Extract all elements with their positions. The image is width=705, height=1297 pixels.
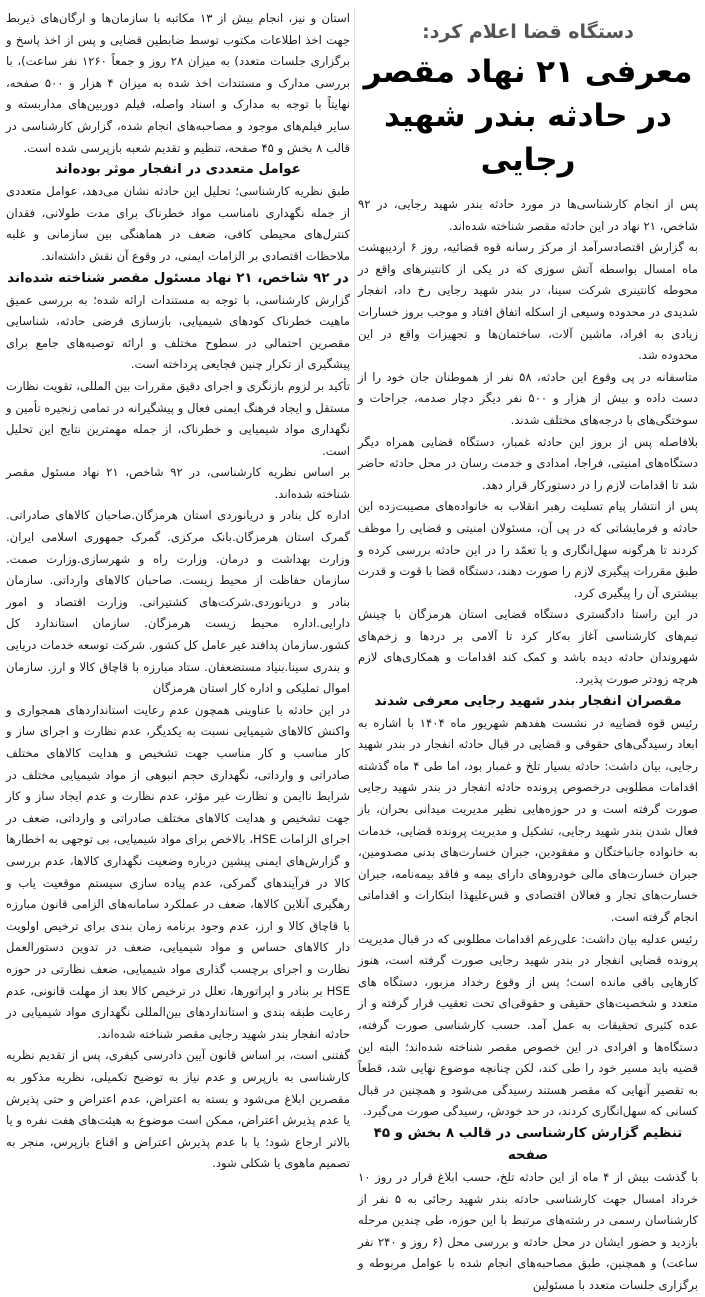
paragraph: گزارش کارشناسی، با توجه به مستندات ارائه شده؛ به بررسی عمیق ماهیت خطرناک کودهای شیمیایی، بازسازی فرضی حادثه، شناسایی مقصرین احتمالی در سطوح مختلف و ارائه توصیه‌های جامع برای پیشگیری از تکرار چنین فجایعی پرداخته است.	[6, 292, 350, 372]
paragraph: رئیس عدلیه بیان داشت: علی‌رغم اقدامات مطلوبی که در قبال مدیریت پرونده قضایی انفجار در بندر شهید رجایی صورت گرفته است، هنوز کارهایی باقی مانده است؛ پس از وقوع رخداد مزبور، دستگاه های متعدد و شخصیت‌های حقیقی و حقوقی‌ای تحت تعقیب قرار گرفته و از عده کثیری تحقیقات به عمل آمد. حسب کارشناسی صورت گرفته، دستگاه‌ها و افرادی در این خصوص مقصر شناخته شده‌اند؛ البته این قضیه باید مسیر خود را طی کند، لکن چنانچه موضوع نهایی شد، قطعاً به تقصیر آنهایی که مقصر هستند رسیدگی می‌شود و همچنین در قبال کسانی که سهل‌انگاری کردند، در حد خودش، رسیدگی صورت می‌گیرد.	[358, 931, 698, 1119]
right-column	[358, 0, 698, 1297]
section-heading: عوامل متعددی در انفجار موثر بوده‌اند	[55, 162, 301, 178]
paragraph: تأکید بر لزوم بازنگری و اجرای دقیق مقررات بین المللی، تقویت نظارت مستقل و ایجاد فرهنگ ایمنی فعال و پیشگیرانه در تمامی زنجیره تأمین و نگهداری مواد شیمیایی و خطرناک، از جمله مهمترین نتایج این تحلیل است.	[6, 378, 350, 458]
right-column-body	[358, 194, 698, 1297]
paragraph: اداره کل بنادر و دریانوردی استان هرمزگان.صاحبان کالاهای صادراتی. گمرک استان هرمزگان.بانک مرکزی. گمرک جمهوری اسلامی ایران. وزارت بهداشت و درمان. وزارت راه و شهرسازی.وزارت صمت. سازمان حفاظت از محیط زیست. صاحبان کالاهای وارداتی. سازمان بنادر و دریانوردی.شرکت‌های کشتیرانی. وزارت اقتصاد و امور دارایی.اداره محیط زیست هرمزگان. سازمان استاندارد کل کشور.سازمان پدافند غیر عامل کل کشور. شرکت توسعه خدمات دریایی و بندری سینا.بنیاد مستضعفان. ستاد مبارزه با قاچاق کالا و ارز. سازمان اموال تملیکی و اداره کار استان هرمزگان	[6, 508, 350, 696]
paragraph: پس از انجام کارشناسی‌ها در مورد حادثه بندر شهید رجایی، در ۹۲ شاخص، ۲۱ نهاد در این حادثه مقصر شناخته شده‌اند.	[358, 197, 698, 233]
paragraph: متاسفانه در پی وقوع این حادثه، ۵۸ نفر از هموطنان جان خود را از دست داده و بیش از هزار و ۵۰۰ نفر دیگر دچار صدمه، جراحات و سوختگی‌های با درجه‌های مختلف شدند.	[358, 369, 698, 427]
article-headline: معرفی ۲۱ نهاد مقصر در حادثه بندر شهید رجایی	[363, 54, 693, 178]
article-kicker: دستگاه قضا اعلام کرد:	[422, 21, 634, 43]
section-heading: در ۹۲ شاخص، ۲۱ نهاد مسئول مقصر شناخته شده‌اند	[7, 270, 349, 286]
section-heading: مقصران انفجار بندر شهید رجایی معرفی شدند	[374, 693, 682, 709]
paragraph: با گذشت بیش از ۴ ماه از این حادثه تلخ، حسب ابلاغ قرار در روز ۱۰ خرداد امسال جهت کارشناسی حادثه بندر شهید رجائی به ۵ نفر از کارشناسان رسمی در رشته‌های مرتبط با این حوزه، طی چندین مرحله بازدید و حضور ایشان در محل حادثه و بررسی محل (۶ روز و ۲۴۰ نفر ساعت) و همچنین، طبق مصاحبه‌های انجام شده با عوامل مربوطه و برگزاری جلسات متعدد با مسئولین	[358, 1169, 698, 1292]
section-heading: تنظیم گزارش کارشناسی در قالب ۸ بخش و ۴۵ صفحه	[373, 1125, 683, 1163]
column-divider	[354, 8, 355, 948]
paragraph: به گزارش اقتصادسرآمد از مرکز رسانه قوه قضائیه، روز ۶ اردیبهشت ماه امسال بواسطه آتش سوزی که در یکی از کانتینرهای واقع در محوطه کانتینری شرکت سینا، در بندر شهید رجایی رخ داد، انفجار شدیدی در محدوده وسیعی از اسکله اتفاق افتاد و موجب بروز خسارات زیادی به افراد، ماشین آلات، ساختمان‌ها و تجهیزات واقع در این محدوده شد.	[358, 240, 698, 363]
paragraph: گفتنی است، بر اساس قانون آیین دادرسی کیفری، پس از تقدیم نظریه کارشناسی به بازپرس و عدم نیاز به توضیح تکمیلی، نظریه مذکور به مقصرین ابلاغ می‌شود و بسته به اعتراض، عدم اعتراض و حتی پذیرش یا عدم پذیرش اعتراض، ممکن است موضوع به هیئت‌های هفت نفره و یا بالاتر ارجاع شود؛ یا با عدم پذیرش اعتراض و اقناع بازپرس، منجر به تصمیم ماهوی یا شکلی شود.	[6, 1048, 350, 1171]
left-column	[6, 8, 350, 1175]
paragraph: بر اساس نظریه کارشناسی، در ۹۲ شاخص، ۲۱ نهاد مسئول مقصر شناخته شده‌اند.	[6, 465, 351, 501]
paragraph: در این راستا دادگستری دستگاه قضایی استان هرمزگان با چینش تیم‌های کارشناسی آغاز به‌کار کرد تا آلامی بر دردها و زخم‌های شهروندان حادثه دیده باشد و کمک کند اقدامات و همکاری‌های لازم هرچه زودتر صورت پذیرد.	[358, 607, 698, 687]
paragraph: رئیس قوه قضاییه در نشست هفدهم شهریور ماه ۱۴۰۴ با اشاره به ابعاد رسیدگی‌های حقوقی و قضایی در قبال حادثه انفجار در بندر شهید رجایی، بیان داشت: حادثه بسیار تلخ و غمبار بود، اما طی ۴ ماه گذشته اقدامات مطلوبی درخصوص پرونده حادثه انفجار در بندر شهید رجایی صورت گرفته است و در حوزه‌هایی نظیر مدیریت میدانی بحران، باز فعال شدن بندر شهید رجایی، تشکیل و مدیریت پرونده قضایی، خدمات به خانواده جانباختگان و مفقودین، جبران خسارت‌های بدنی مصدومین، جبران خسارت‌های مالی خودروهای دارای بیمه و فاقد بیمه‌نامه، جبران خسارت‌های تجار و فعالان اقتصادی و قس‌علیهذا ابتکارات و اقداماتی انجام گرفته است.	[358, 715, 698, 924]
paragraph: بلافاصله پس از بروز این حادثه غمبار، دستگاه قضایی همراه دیگر دستگاه‌های امنیتی، فراجا، امدادی و خدمت رسان در محل حادثه حاضر شد تا اقدامات لازم را در دستورکار قرار دهد.	[358, 434, 698, 492]
paragraph: در این حادثه با عناوینی همچون عدم رعایت استانداردهای همجواری و واکنش کالاهای شیمیایی نسبت به یکدیگر، عدم نظارت و اجرای ساز و کار مناسب و کار مناسب جهت تشخیص و هدایت کالاهای مختلف صادراتی و وارداتی، نگهداری حجم انبوهی از مواد شیمیایی مختلف در شرایط ناایمن و نظارت غیر مؤثر، عدم نظارت و عدم ایجاد ساز و کار جهت تشخیص و هدایت کالاهای مختلف صادراتی و وارداتی، ضعف در اجرای الزامات HSE، بالاخص برای مواد شیمیایی، بی توجهی به اخطارها و گزارش‌های ایمنی پیشین درباره وضعیت نگهداری کالاها، عدم بررسی کالا در فرآیندهای گمرکی، عدم پیاده سازی سیستم موقعیت یاب و رهگیری آنلاین کالاها، ضعف در عملکرد سامانه‌های الزامی قانون مبارزه با قاچاق کالا و ارز، عدم وجود برنامه زمان بندی برای ترخیص اولویت دار کالاهای حساس و مواد شیمیایی، ضعف در تدوین دستورالعمل نظارت و اجرای برچسب گذاری مواد شیمیایی، ضعف نظارتی در حوزه HSE بر بنادر و اپراتورها، تعلل در ترخیص کالا بعد از مهلت قانونی، عدم رعایت طبقه بندی و استانداردهای بین‌المللی نگهداری مواد شیمیایی در حادثه انفجار بندر شهید رجایی مقصر شناخته شده‌اند.	[6, 702, 351, 1041]
paragraph: طبق نظریه کارشناسی؛ تحلیل این حادثه نشان می‌دهد، عوامل متعددی از جمله نگهداری نامناسب مواد خطرناک برای مدت طولانی، فقدان کنترل‌های محیطی کافی، ضعف در هماهنگی بین سازمانی و غلبه ملاحظات اقتصادی بر الزامات ایمنی، در وقوع آن نقش داشته‌اند.	[6, 184, 350, 263]
paragraph: پس از انتشار پیام تسلیت رهبر انقلاب به خانواده‌های مصیبت‌زده این حادثه و فرمایشاتی که در پی آن، مسئولان امنیتی و قضایی را موظف کردند تا هرگونه سهل‌انگاری و یا تعمّد را در این حادثه بررسی کرده و طبق مقررات پیگیری لازم را صورت دهند، دستگاه قضا با قوت و قدرت بیشتری آن را پیگیری کرد.	[358, 499, 698, 600]
paragraph: استان و نیز، انجام بیش از ۱۳ مکاتبه با سازمان‌ها و ارگان‌های ذیربط جهت اخذ اطلاعات مکتوب توسط ضابطین قضایی و پس از اخذ پاسخ و برگزاری جلسات متعدد) به میزان ۲۸ روز و جمعاً ۱۲۶۰ نفر ساعت)، با بررسی مدارک و مستندات اخذ شده به میزان ۴ هزار و ۵۰۰ صفحه، نهایتاً با توجه به مدارک و اسناد واصله، فیلم دوربین‌های مداربسته و سایر فیلم‌های موجود و مصاحبه‌های انجام شده، گزارش کارشناسی در قالب ۸ بخش و ۴۵ صفحه، تنظیم و تقدیم شعبه بازپرسی شده است.	[6, 11, 350, 155]
